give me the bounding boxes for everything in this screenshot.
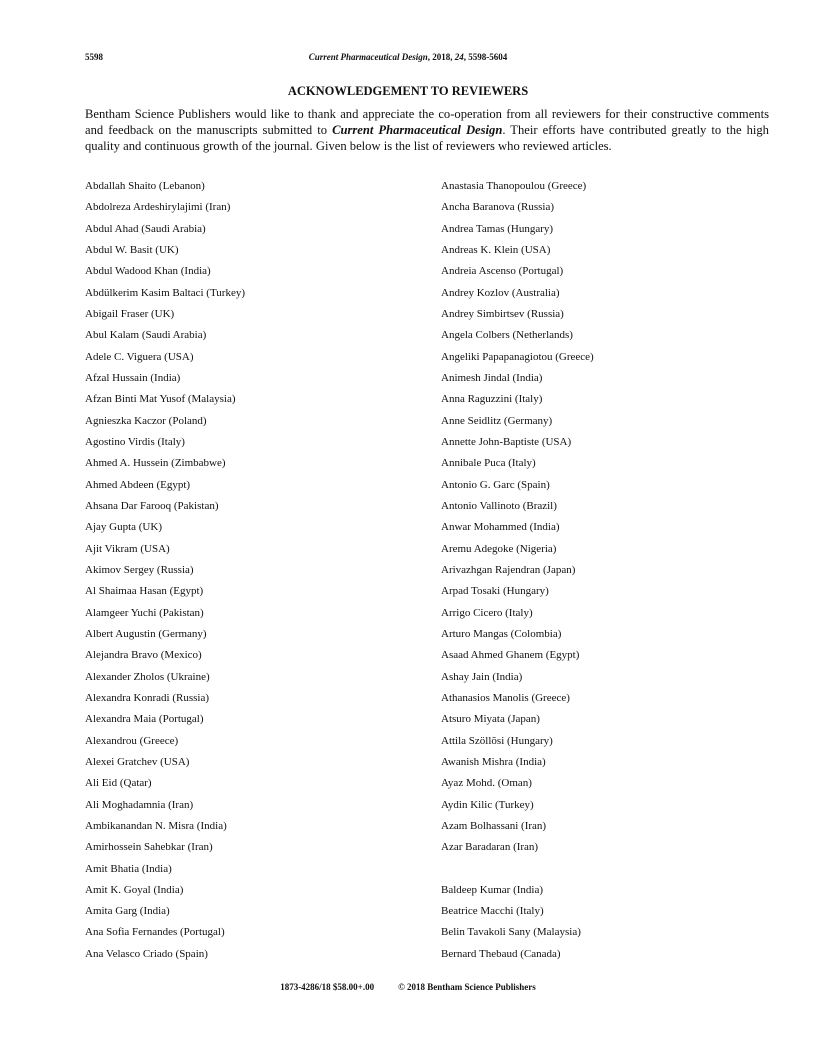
running-header: Current Pharmaceutical Design, 2018, 24, 5598-5604 xyxy=(308,52,508,62)
reviewer-name: Amita Garg (India) xyxy=(85,905,170,918)
journal-pages: 5598-5604 xyxy=(468,52,508,62)
reviewer-name: Andreia Ascenso (Portugal) xyxy=(441,265,564,278)
reviewer-name: Alexandra Maia (Portugal) xyxy=(85,713,204,726)
footer xyxy=(0,982,816,992)
group-spacer xyxy=(441,859,594,880)
page-number: 5598 xyxy=(85,52,103,62)
reviewer-name: Alexandra Konradi (Russia) xyxy=(85,691,210,704)
reviewer-group-b xyxy=(441,880,594,965)
reviewer-name: Anna Raguzzini (Italy) xyxy=(441,393,543,406)
reviewer-name: Ahsana Dar Farooq (Pakistan) xyxy=(85,499,219,512)
reviewer-name: Alejandra Bravo (Mexico) xyxy=(85,649,202,662)
reviewer-name: Alexei Gratchev (USA) xyxy=(85,755,190,768)
reviewer-name: Aremu Adegoke (Nigeria) xyxy=(441,542,557,555)
reviewer-name: Amit Bhatia (India) xyxy=(85,862,172,875)
reviewer-name: Ali Eid (Qatar) xyxy=(85,777,152,790)
reviewer-name: Abdul Wadood Khan (India) xyxy=(85,265,211,278)
reviewer-name: Ajay Gupta (UK) xyxy=(85,521,162,534)
reviewer-name: Antonio G. Garc (Spain) xyxy=(441,478,550,491)
reviewer-name: Azar Baradaran (Iran) xyxy=(441,841,539,854)
reviewer-name: Ancha Baranova (Russia) xyxy=(441,201,555,214)
reviewer-name: Andrey Simbirtsev (Russia) xyxy=(441,307,564,320)
reviewer-name: Amit K. Goyal (India) xyxy=(85,883,184,896)
page-title: ACKNOWLEDGEMENT TO REVIEWERS xyxy=(287,84,529,98)
reviewer-name: Bernard Thebaud (Canada) xyxy=(441,947,561,960)
reviewer-name: Aydin Kilic (Turkey) xyxy=(441,798,534,811)
reviewer-name: Ayaz Mohd. (Oman) xyxy=(441,777,532,790)
reviewer-name: Ajit Vikram (USA) xyxy=(85,542,170,555)
reviewer-name: Ana Velasco Criado (Spain) xyxy=(85,947,208,960)
reviewer-name: Anne Seidlitz (Germany) xyxy=(441,414,553,427)
reviewer-name: Amirhossein Sahebkar (Iran) xyxy=(85,841,213,854)
reviewer-name: Alexander Zholos (Ukraine) xyxy=(85,670,210,683)
reviewer-name: Angeliki Papapanagiotou (Greece) xyxy=(441,350,594,363)
reviewer-name: Anwar Mohammed (India) xyxy=(441,521,560,534)
reviewer-name: Arrigo Cicero (Italy) xyxy=(441,606,533,619)
reviewer-list-right xyxy=(441,176,594,965)
reviewer-name: Adele C. Viguera (USA) xyxy=(85,350,194,363)
reviewer-name: Albert Augustin (Germany) xyxy=(85,627,207,640)
reviewer-name: Arturo Mangas (Colombia) xyxy=(441,627,562,640)
reviewer-name: Alamgeer Yuchi (Pakistan) xyxy=(85,606,204,619)
reviewer-name: Angela Colbers (Netherlands) xyxy=(441,329,573,342)
copyright: © 2018 Bentham Science Publishers xyxy=(398,982,536,992)
reviewer-name: Arpad Tosaki (Hungary) xyxy=(441,585,549,598)
reviewer-name: Andreas K. Klein (USA) xyxy=(441,243,551,256)
reviewer-name: Abdolreza Ardeshirylajimi (Iran) xyxy=(85,201,231,214)
reviewer-name: Antonio Vallinoto (Brazil) xyxy=(441,499,557,512)
reviewer-name: Abdülkerim Kasim Baltaci (Turkey) xyxy=(85,286,245,299)
reviewer-name: Andrey Kozlov (Australia) xyxy=(441,286,560,299)
intro-journal-name: Current Pharmaceutical Design xyxy=(332,123,503,137)
reviewer-name: Belin Tavakoli Sany (Malaysia) xyxy=(441,926,581,939)
issn-price: 1873-4286/18 $58.00+.00 xyxy=(280,982,375,992)
reviewer-name: Al Shaimaa Hasan (Egypt) xyxy=(85,585,204,598)
reviewer-name: Baldeep Kumar (India) xyxy=(441,883,544,896)
reviewer-name: Abdul W. Basit (UK) xyxy=(85,243,179,256)
reviewer-name: Annette John-Baptiste (USA) xyxy=(441,435,572,448)
intro-text-end: . Their efforts have contributed greatly to the high quality and continuous growth of the journal. Given below is the list of reviewers who reviewed articles. xyxy=(85,123,769,153)
reviewer-name: Arivazhgan Rajendran (Japan) xyxy=(441,563,576,576)
reviewer-name: Afzan Binti Mat Yusof (Malaysia) xyxy=(85,393,236,406)
reviewer-name: Abdul Ahad (Saudi Arabia) xyxy=(85,222,206,235)
journal-year: 2018 xyxy=(432,52,451,62)
reviewer-name: Ali Moghadamnia (Iran) xyxy=(85,798,194,811)
reviewer-name: Attila Szöllõsi (Hungary) xyxy=(441,734,553,747)
reviewer-name: Ana Sofia Fernandes (Portugal) xyxy=(85,926,225,939)
reviewer-name: Ahmed A. Hussein (Zimbabwe) xyxy=(85,457,226,470)
reviewer-name: Abigail Fraser (UK) xyxy=(85,307,175,320)
reviewer-name: Abul Kalam (Saudi Arabia) xyxy=(85,329,207,342)
reviewer-name: Ambikanandan N. Misra (India) xyxy=(85,819,227,832)
intro-paragraph xyxy=(85,106,769,154)
reviewer-group-a xyxy=(441,176,594,859)
reviewer-name: Afzal Hussain (India) xyxy=(85,371,181,384)
reviewer-name: Andrea Tamas (Hungary) xyxy=(441,222,554,235)
reviewer-name: Ahmed Abdeen (Egypt) xyxy=(85,478,191,491)
reviewer-name: Alexandrou (Greece) xyxy=(85,734,179,747)
reviewer-name: Awanish Mishra (India) xyxy=(441,755,546,768)
intro-text: Bentham Science Publishers would like to thank and appreciate the co-operation from all reviewers for their constructive comments and feedback on the manuscripts submitted to xyxy=(85,107,769,137)
reviewer-name: Abdallah Shaito (Lebanon) xyxy=(85,180,205,192)
reviewer-name: Athanasios Manolis (Greece) xyxy=(441,691,570,704)
reviewer-list-left xyxy=(85,176,245,965)
reviewer-name: Agnieszka Kaczor (Poland) xyxy=(85,414,207,427)
reviewer-name: Azam Bolhassani (Iran) xyxy=(441,819,547,832)
journal-volume: 24 xyxy=(454,52,464,62)
reviewer-name: Atsuro Miyata (Japan) xyxy=(441,713,540,726)
reviewer-name: Animesh Jindal (India) xyxy=(441,371,543,384)
reviewer-name: Beatrice Macchi (Italy) xyxy=(441,905,544,918)
reviewer-name: Asaad Ahmed Ghanem (Egypt) xyxy=(441,649,580,662)
reviewer-name: Annibale Puca (Italy) xyxy=(441,457,536,470)
reviewer-name: Akimov Sergey (Russia) xyxy=(85,563,194,576)
journal-name: Current Pharmaceutical Design xyxy=(308,52,428,62)
reviewer-name: Anastasia Thanopoulou (Greece) xyxy=(441,180,587,192)
reviewer-name: Ashay Jain (India) xyxy=(441,670,523,683)
reviewer-name: Agostino Virdis (Italy) xyxy=(85,435,185,448)
